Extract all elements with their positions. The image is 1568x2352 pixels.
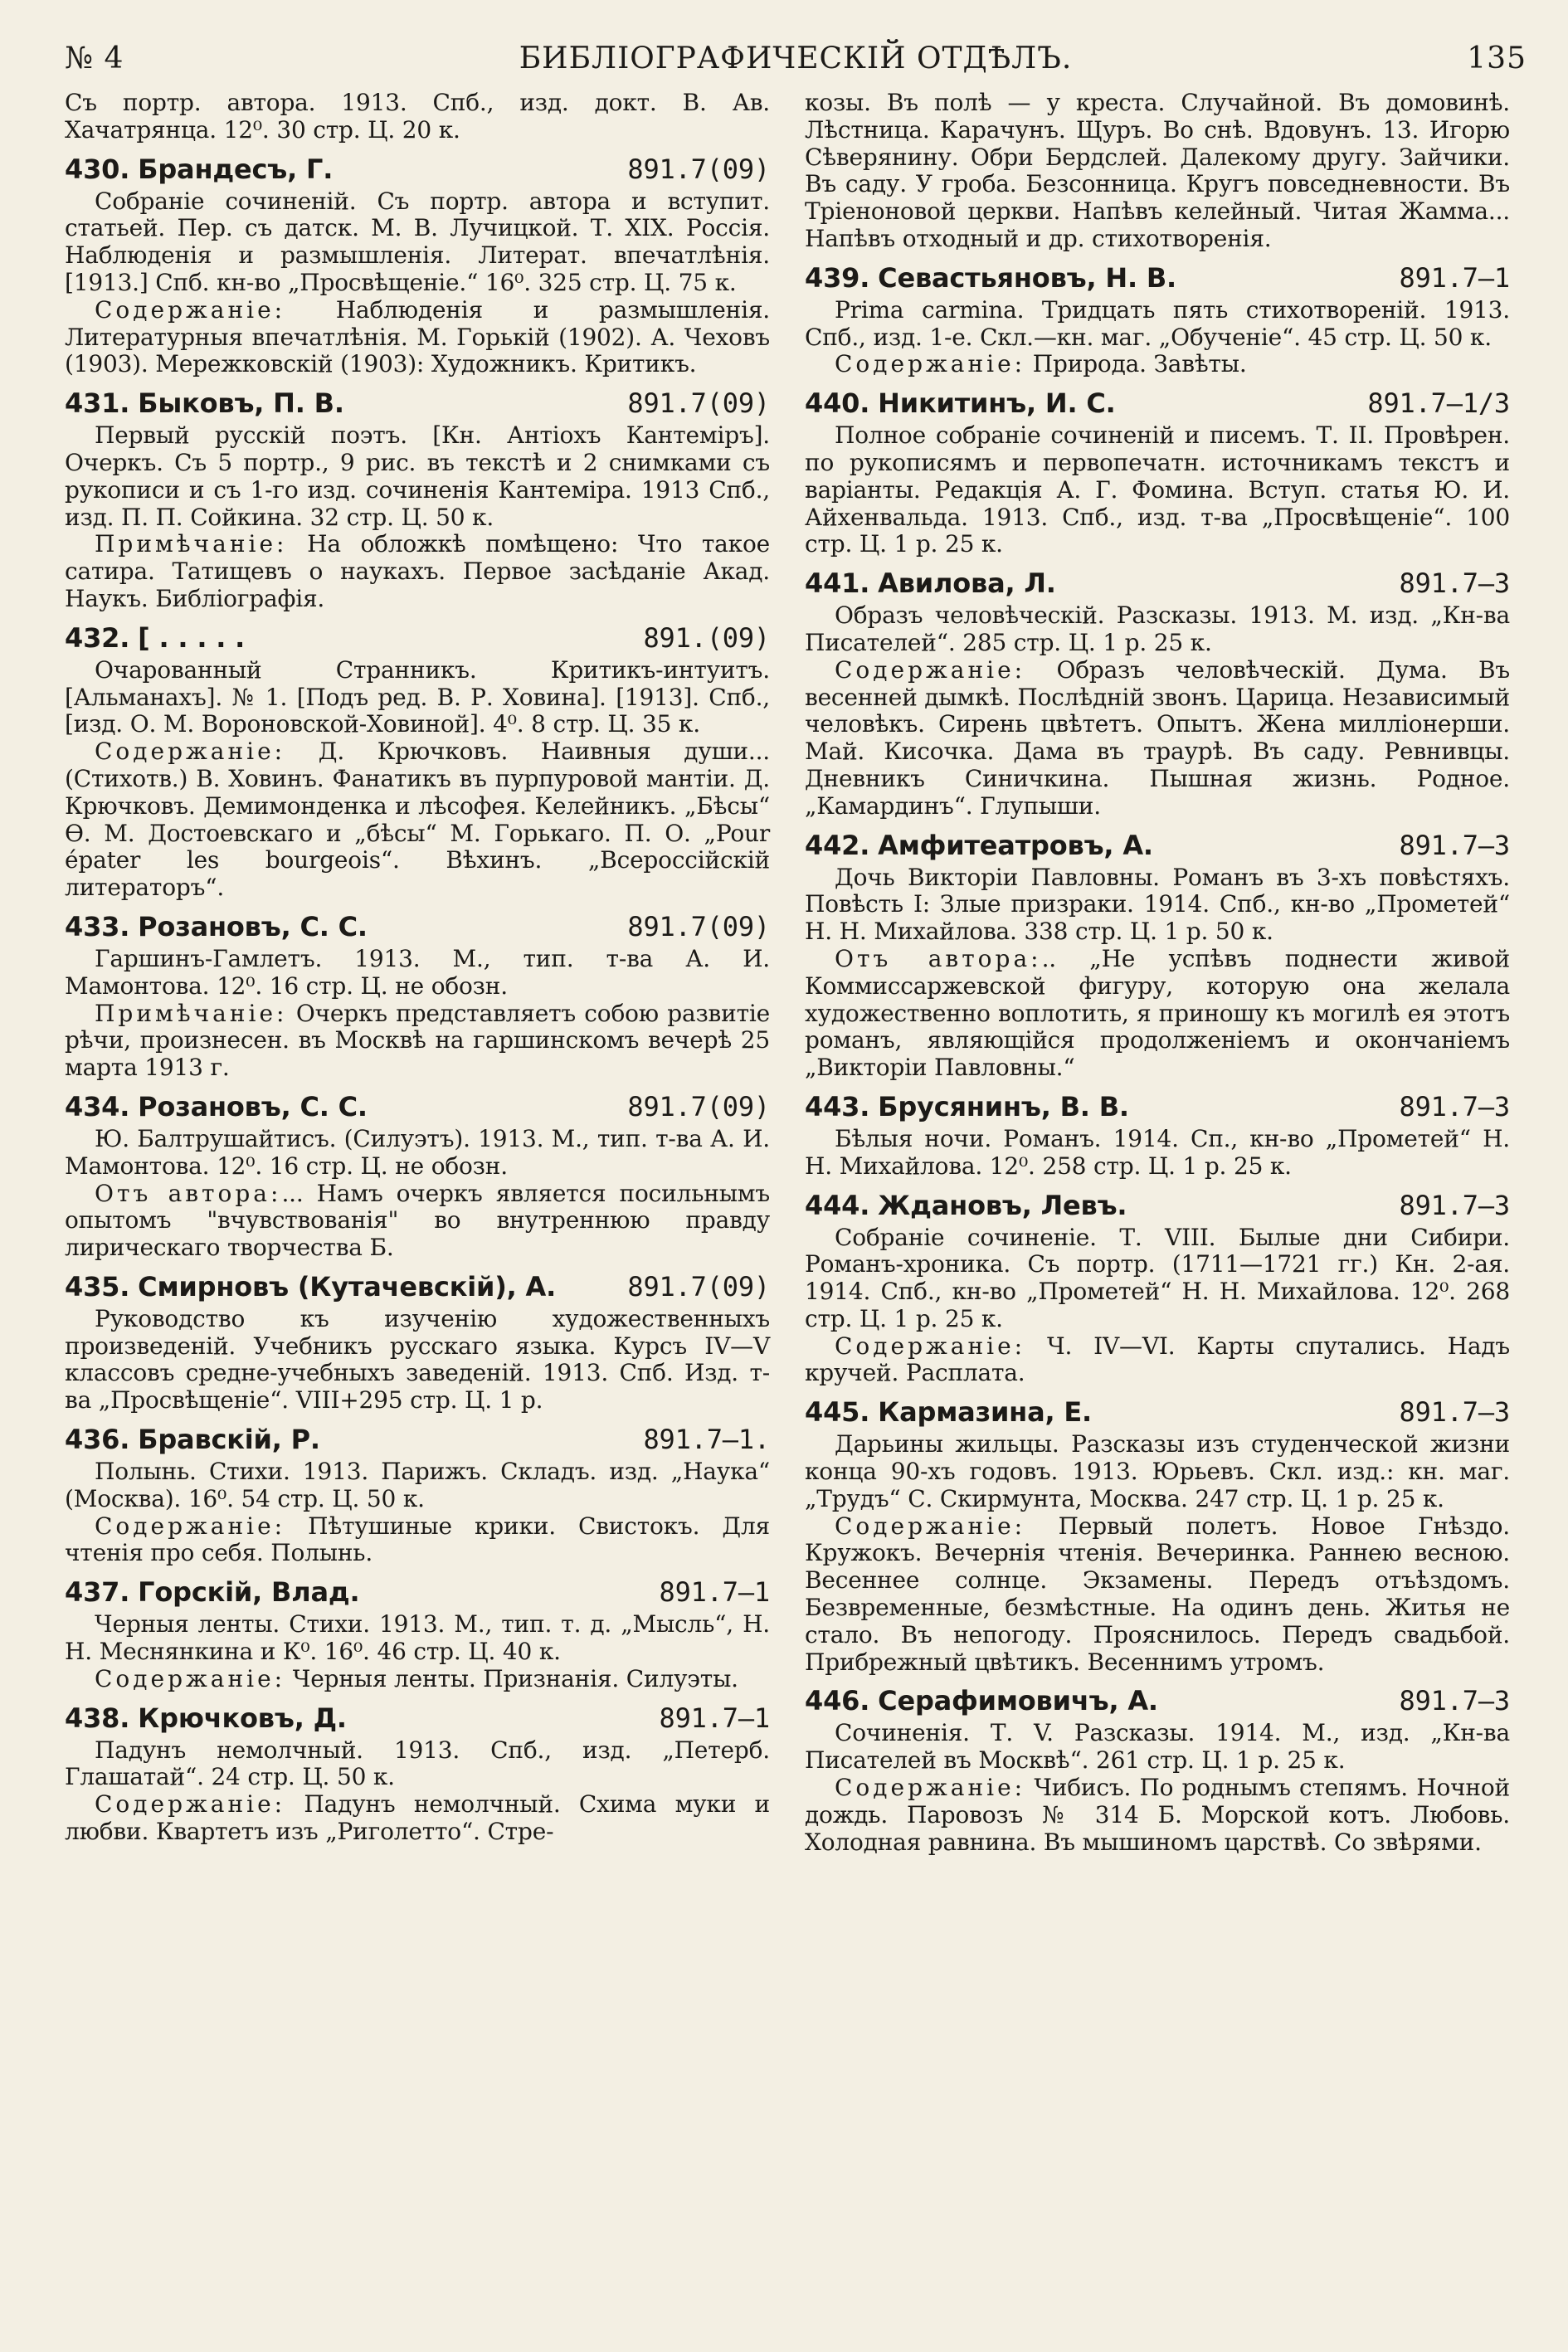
paragraph-text: .. „Не успѣвъ поднести живой Коммиссаржевской фигуру, которую она желала художественно воплотить, я приношу къ могилѣ ея этотъ романъ, являющiйся продолженiемъ и окончанiемъ „Викторiи Павловны.“ (805, 944, 1511, 1082)
paragraph-text: Дочь Викторiи Павловны. Романъ въ 3-хъ повѣстяхъ. Повѣсть I: Злые призраки. 1914. Спб., кн-во „Прометей“ Н. Н. Михайлова. 338 стр. Ц. 1 р. 50 к. (805, 863, 1510, 946)
entry-number: 435. (65, 1270, 130, 1303)
entry-paragraph (65, 738, 770, 902)
entry-author (65, 1270, 556, 1303)
paragraph-text: Сочиненiя. Т. V. Разсказы. 1914. М., изд. „Кн-ва Писателей въ Москвѣ“. 261 стр. Ц. 1 р. 25 к. (805, 1719, 1510, 1775)
entry-author (65, 621, 245, 655)
paragraph-text: Дарьины жильцы. Разсказы изъ студенческой жизни конца 90-хъ годовъ. 1913. Юрьевъ. Скл. изд.: кн. маг. „Трудъ“ С. Скирмунта, Москва. 247 стр. Ц. 1 р. 25 к. (805, 1430, 1510, 1512)
bibliography-entry (65, 1575, 770, 1692)
bibliography-entry (805, 261, 1510, 378)
paragraph-text: Полное собранiе сочиненiй и писемъ. Т. II. Провѣрен. по рукописямъ и первопечатн. источникамъ текстъ и варiанты. Редакцiя А. Г. Фомина. Вступ. статья Ю. И. Айхенвальда. 1913. Спб., изд. т-ва „Просвѣщенiе“. 100 стр. Ц. 1 р. 25 к. (805, 421, 1510, 558)
entry-number: 440. (805, 387, 870, 420)
entry-paragraph (65, 657, 770, 738)
paragraph-text: Собранiе сочиненiй. Съ портр. автора и вступит. статьей. Пер. съ датск. М. В. Лучицкой. Т. XIX. Россiя. Наблюденiя и размышленiя. Литерат. впечатлѣнiя. [1913.] Спб. кн-во „Просвѣщенiе.“ 16⁰. 325 стр. Ц. 75 к. (65, 187, 770, 296)
paragraph-text: На обложкѣ помѣщено: Что такое сатира. Татищевъ о наукахъ. Первое засѣданiе Акад. Наукъ. Библiографiя. (65, 530, 770, 612)
entry-number: 442. (805, 829, 870, 861)
entry-paragraph (805, 602, 1510, 657)
paragraph-text: Ч. IV—VI. Карты спутались. Надъ кручей. Расплата. (805, 1332, 1510, 1387)
entry-heading (805, 829, 1510, 862)
classification-code: 891.7(09) (627, 1090, 770, 1122)
paragraph-label: Отъ автора: (835, 944, 1042, 972)
author-name: Крючковъ, Д. (138, 1702, 347, 1734)
entry-paragraph (65, 946, 770, 1001)
entry-paragraph (65, 297, 770, 378)
entry-paragraph (805, 1333, 1510, 1388)
entry-paragraph (805, 864, 1510, 946)
bibliography-entry (805, 387, 1510, 558)
bibliography-entry (65, 621, 770, 902)
bibliography-entry (65, 1090, 770, 1262)
paragraph-text: Очарованный Странникъ. Критикъ-интуитъ. [Альманахъ]. № 1. [Подъ ред. В. Р. Ховина]. [1913]. Спб., [изд. О. М. Вороновской-Ховиной]. 4⁰. 8 стр. Ц. 35 к. (65, 655, 770, 738)
paragraph-label: Отъ автора: (95, 1179, 282, 1207)
paragraph-text: Бѣлыя ночи. Романъ. 1914. Сп., кн-во „Прометей“ Н. Н. Михайлова. 12⁰. 258 стр. Ц. 1 р. 25 к. (805, 1124, 1510, 1180)
bibliography-entry (65, 153, 770, 379)
entry-paragraph (65, 1306, 770, 1415)
classification-code: 891.7—3 (1399, 829, 1510, 861)
classification-code: 891.7—1 (659, 1702, 770, 1734)
paragraph-label: Содержанiе: (95, 295, 286, 324)
entry-paragraph (65, 531, 770, 612)
right-column (805, 90, 1510, 1864)
entry-author (805, 1090, 1129, 1123)
author-name: Ждановъ, Левъ. (878, 1189, 1127, 1221)
entry-paragraph (805, 351, 1510, 378)
paragraph-text: Пѣтушиные крики. Свистокъ. Для чтенiя про себя. Полынь. (65, 1512, 770, 1567)
entry-author (65, 1702, 347, 1735)
paragraph-label: Содержанiе: (835, 655, 1026, 684)
classification-code: 891.7(09) (627, 910, 770, 942)
bibliography-entry (65, 1270, 770, 1415)
entry-author (65, 387, 344, 420)
entry-paragraph (65, 188, 770, 297)
entry-number: 439. (805, 261, 870, 294)
entry-number: 438. (65, 1702, 130, 1734)
entry-heading (65, 1423, 770, 1456)
author-name: Розановъ, С. С. (138, 910, 368, 942)
entry-number: 446. (805, 1685, 870, 1717)
entry-heading (65, 621, 770, 655)
page-number: 135 (1467, 41, 1527, 75)
entry-author (65, 153, 333, 186)
entry-number: 434. (65, 1090, 130, 1122)
paragraph-text: Полынь. Стихи. 1913. Парижъ. Складъ. изд. „Наука“ (Москва). 16⁰. 54 стр. Ц. 50 к. (65, 1458, 770, 1512)
paragraph-label: Содержанiе: (835, 1332, 1026, 1360)
classification-code: 891.7—3 (1399, 1396, 1510, 1429)
entry-heading (65, 153, 770, 186)
entry-author (805, 1395, 1092, 1429)
paragraph-text: Падунъ немолчный. 1913. Спб., изд. „Петерб. Глашатай“. 24 стр. Ц. 50 к. (65, 1736, 770, 1791)
author-name: Брусянинъ, В. В. (878, 1090, 1129, 1122)
bibliography-entry (805, 1189, 1510, 1388)
classification-code: 891.7(09) (627, 1270, 770, 1303)
classification-code: 891.7—1 (659, 1576, 770, 1609)
paragraph-text: Гаршинъ-Гамлетъ. 1913. М., тип. т-ва А. И. Мамонтова. 12⁰. 16 стр. Ц. не обозн. (65, 944, 770, 1000)
classification-code: 891.7(09) (627, 387, 770, 420)
columns (65, 90, 1527, 1864)
entry-paragraph (805, 657, 1510, 821)
entry-author (805, 261, 1176, 295)
paragraph-label: Содержанiе: (835, 1512, 1026, 1540)
paragraph-text: Образъ человѣческiй. Дума. Въ весенней дымкѣ. Послѣднiй звонъ. Царица. Независимый человѣкъ. Сирень цвѣтетъ. Опытъ. Жена миллiонерши. Май. Кисочка. Дама въ траурѣ. Въ саду. Ревнивцы. Дневникъ Синичкина. Пышная жизнь. Родное. „Камардинъ“. Глупыши. (805, 655, 1510, 820)
entry-author (805, 387, 1116, 420)
paragraph-label: Содержанiе: (95, 1512, 286, 1540)
classification-code: 891.(09) (643, 621, 770, 654)
paragraph-label: Содержанiе: (835, 350, 1026, 378)
continuation-text: козы. Въ полѣ — у креста. Случайной. Въ домовинѣ. Лѣстница. Карачунъ. Щуръ. Во снѣ. Вдовунъ. 13. Игорю Сѣверянину. Обри Бердслей. Далекому другу. Зайчики. Въ саду. У гроба. Безсонница. Кругъ повседневности. Въ Трiеноновой церкви. Напѣвъ келейный. Читая Жамма... Напѣвъ отходный и др. стихотворенiя. (805, 89, 1510, 252)
entry-number: 431. (65, 387, 130, 420)
author-name: Кармазина, Е. (878, 1396, 1092, 1429)
entry-author (805, 1189, 1127, 1222)
paragraph-text: Наблюденiя и размышленiя. Литературныя впечатлѣнiя. М. Горькiй (1902). А. Чеховъ (1903). Мережковскiй (1903): Художникъ. Критикъ. (65, 295, 770, 378)
paragraph-text: Очеркъ представляетъ собою развитiе рѣчи, произнесен. въ Москвѣ на гаршинскомъ вечерѣ 25 марта 1913 г. (65, 999, 770, 1082)
entry-paragraph (65, 1737, 770, 1792)
entry-author (65, 1090, 368, 1123)
author-name: Амфитеатровъ, А. (878, 829, 1153, 861)
classification-code: 891.7—3 (1399, 1685, 1510, 1717)
entry-author (805, 1684, 1158, 1717)
paragraph-label: Содержанiе: (95, 1790, 286, 1819)
classification-code: 891.7—3 (1399, 567, 1510, 600)
paragraph-text: Собранiе сочиненiе. Т. VIII. Былые дни Сибири. Романъ-хроника. Съ портр. (1711—1721 гг.) Кн. 2-ая. 1914. Спб., кн-во „Прометей“ Н. Н. Михайлова. 12⁰. 268 стр. Ц. 1 р. 25 к. (805, 1223, 1510, 1332)
author-name: Серафимовичъ, А. (878, 1685, 1158, 1717)
entry-paragraph (805, 1775, 1510, 1856)
entry-heading (65, 1270, 770, 1303)
entry-number: 433. (65, 910, 130, 942)
entry-number: 437. (65, 1576, 130, 1609)
page-header (65, 33, 1527, 86)
entry-paragraph (805, 1513, 1510, 1677)
continuation-text: Съ портр. автора. 1913. Спб., изд. докт. В. Ав. Хачатрянца. 12⁰. 30 стр. Ц. 20 к. (65, 89, 770, 144)
paragraph-text: Руководство къ изученiю художественныхъ произведенiй. Учебникъ русскаго языка. Курсъ IV—V классовъ средне-учебныхъ заведенiй. 1913. Спб. Изд. т-ва „Просвѣщенiе“. VIII+295 стр. Ц. 1 р. (65, 1304, 770, 1415)
paragraph-text: Образъ человѣческiй. Разсказы. 1913. М. изд. „Кн-ва Писателей“. 285 стр. Ц. 1 р. 25 к. (805, 601, 1510, 656)
classification-code: 891.7—3 (1399, 1090, 1510, 1122)
entry-author (65, 910, 368, 943)
entry-paragraph (65, 1611, 770, 1666)
section-title: БИБЛIОГРАФИЧЕСКIЙ ОТДѢЛЪ. (519, 41, 1073, 75)
entry-number: 443. (805, 1090, 870, 1122)
entry-paragraph (805, 1720, 1510, 1775)
paragraph-text: Природа. Завѣты. (1025, 350, 1247, 378)
entry-paragraph (65, 1666, 770, 1693)
paragraph-text: ... Намъ очеркъ является посильнымъ опытомъ "вчувствованiя" во внутреннюю правду лирическаго творчества Б. (65, 1179, 770, 1262)
paragraph-text: Ю. Балтрушайтисъ. (Силуэтъ). 1913. М., тип. т-ва А. И. Мамонтова. 12⁰. 16 стр. Ц. не обозн. (65, 1124, 770, 1180)
author-name: Смирновъ (Кутачевскiй), А. (138, 1270, 557, 1303)
author-name: Горскiй, Влад. (138, 1576, 360, 1609)
entry-paragraph (65, 1513, 770, 1568)
paragraph-text: Черныя ленты. Признанiя. Силуэты. (285, 1664, 738, 1692)
entry-number: 430. (65, 153, 130, 185)
classification-code: 891.7—1. (643, 1424, 770, 1456)
entry-paragraph (65, 1181, 770, 1262)
entry-heading (805, 567, 1510, 600)
classification-code: 891.7—1/3 (1367, 387, 1510, 420)
entry-heading (65, 387, 770, 420)
paragraph-label: Примѣчанiе: (95, 530, 288, 558)
entry-author (65, 1423, 320, 1456)
bibliography-entry (805, 829, 1510, 1082)
entry-paragraph (65, 422, 770, 531)
entry-paragraph (805, 946, 1510, 1082)
entry-paragraph (805, 422, 1510, 558)
entry-heading (805, 261, 1510, 295)
entry-number: 441. (805, 567, 870, 600)
entry-paragraph (805, 1431, 1510, 1512)
author-name: [ . . . . . (138, 621, 246, 654)
entry-heading (805, 1395, 1510, 1429)
entry-number: 432. (65, 621, 130, 654)
entry-number: 436. (65, 1424, 130, 1456)
issue-number: № 4 (65, 41, 124, 75)
author-name: Авилова, Л. (878, 567, 1056, 600)
entry-paragraph (805, 1225, 1510, 1333)
paragraph-text: Первый русскiй поэтъ. [Кн. Антiохъ Кантемiръ]. Очеркъ. Съ 5 портр., 9 рис. въ текстѣ и 2 снимками съ рукописи и съ 1-го изд. сочиненiя Кантемiра. 1913 Спб., изд. П. П. Сойкина. 32 стр. Ц. 50 к. (65, 421, 770, 531)
bibliography-entry (805, 1684, 1510, 1856)
classification-code: 891.7—3 (1399, 1189, 1510, 1221)
bibliography-entry (65, 910, 770, 1082)
paragraph-text: Падунъ немолчный. Схима муки и любви. Квартетъ изъ „Риголетто“. Стре- (65, 1790, 770, 1846)
entry-author (805, 829, 1153, 862)
entry-author (805, 567, 1056, 600)
entry-heading (805, 387, 1510, 420)
entry-heading (65, 1702, 770, 1735)
paragraph-text: Черныя ленты. Стихи. 1913. М., тип. т. д. „Мысль“, Н. Н. Меснянкина и К⁰. 16⁰. 46 стр. Ц. 40 к. (65, 1610, 770, 1666)
classification-code: 891.7(09) (627, 153, 770, 185)
paragraph-text: Prima carmina. Тридцать пять стихотворенiй. 1913. Спб., изд. 1-е. Скл.—кн. маг. „Обученiе“. 45 стр. Ц. 50 к. (805, 295, 1510, 351)
paragraph-label: Содержанiе: (95, 738, 286, 766)
entry-heading (65, 910, 770, 943)
entry-heading (805, 1684, 1510, 1717)
entry-number: 445. (805, 1396, 870, 1429)
entry-paragraph (65, 1001, 770, 1082)
entry-heading (805, 1090, 1510, 1123)
entry-paragraph (65, 1458, 770, 1513)
bibliography-entry (65, 1702, 770, 1846)
author-name: Быковъ, П. В. (138, 387, 344, 420)
paragraph-text: Д. Крючковъ. Наивныя души... (Стихотв.) В. Ховинъ. Фанатикъ въ пурпуровой мантiи. Д. Крючковъ. Демимонденка и лѣсофея. Келейникъ. „Бѣсы“ Ѳ. М. Достоевскаго и „бѣсы“ М. Горькаго. П. О. „Pour épater les bourgeois“. Вѣхинъ. „Всероссiйскiй литераторъ“. (65, 738, 770, 902)
author-name: Севастьяновъ, Н. В. (878, 261, 1176, 294)
entry-heading (65, 1575, 770, 1609)
paragraph-label: Содержанiе: (835, 1774, 1026, 1802)
entry-author (65, 1575, 359, 1609)
bibliography-entry (805, 1395, 1510, 1676)
author-name: Никитинъ, И. С. (878, 387, 1116, 420)
paragraph-label: Примѣчанiе: (95, 999, 288, 1027)
entry-heading (65, 1090, 770, 1123)
bibliography-entry (65, 387, 770, 613)
left-column (65, 90, 770, 1864)
entry-paragraph (805, 1126, 1510, 1181)
paragraph-text: Первый полетъ. Новое Гнѣздо. Кружокъ. Вечернiя чтенiя. Вечеринка. Раннею весною. Весеннее солнце. Экзамены. Передъ отъѣздомъ. Безвременные, безмѣстные. На одинъ день. Житья не стало. Въ непогоду. Прояснилось. Передъ свадьбой. Прибрежный цвѣтикъ. Весеннимъ утромъ. (805, 1512, 1510, 1676)
entry-paragraph (65, 1791, 770, 1846)
bibliography-entry (805, 1090, 1510, 1181)
classification-code: 891.7—1 (1399, 261, 1510, 294)
entry-number: 444. (805, 1189, 870, 1221)
entry-paragraph (805, 297, 1510, 352)
entry-heading (805, 1189, 1510, 1222)
author-name: Брандесъ, Г. (138, 153, 334, 185)
paragraph-label: Содержанiе: (95, 1664, 286, 1692)
paragraph-text: Чибисъ. По роднымъ степямъ. Ночной дождь. Паровозъ № 314 Б. Морской котъ. Любовь. Холодная равнина. Въ мышиномъ царствѣ. Со звѣрями. (805, 1774, 1510, 1856)
author-name: Бравскiй, Р. (138, 1424, 320, 1456)
bibliography-entry (65, 1423, 770, 1567)
bibliography-entry (805, 567, 1510, 820)
entry-paragraph (65, 1126, 770, 1181)
author-name: Розановъ, С. С. (138, 1090, 368, 1122)
